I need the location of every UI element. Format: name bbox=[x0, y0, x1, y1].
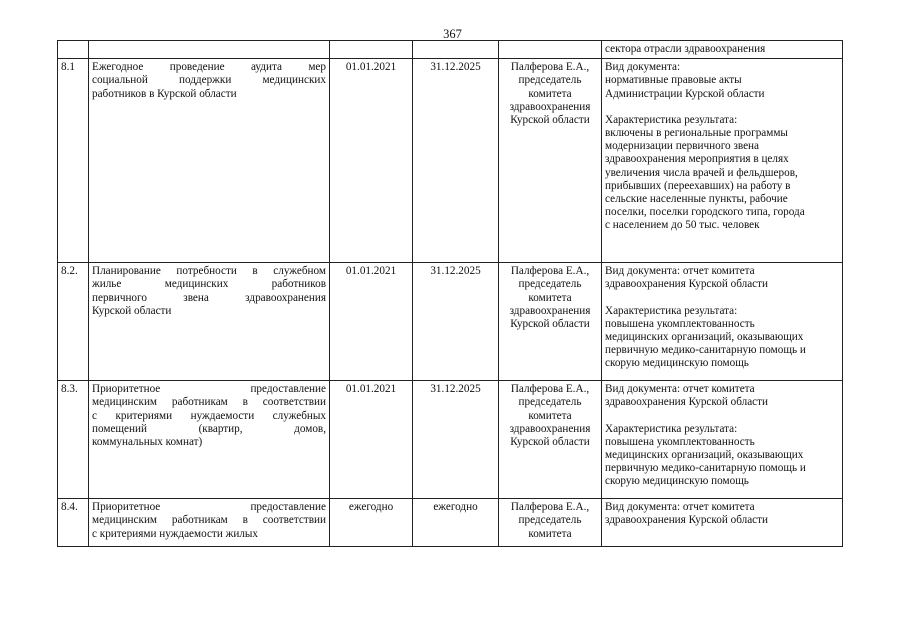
responsible-person bbox=[499, 59, 602, 263]
activity-name-line: с критериями нуждаемости служебных bbox=[92, 409, 326, 422]
document-type-line: Вид документа: bbox=[605, 61, 681, 74]
table-body bbox=[58, 59, 843, 547]
result-characteristic-line: скорую медицинскую помощь bbox=[605, 475, 749, 488]
end-date: 31.12.2025 bbox=[413, 263, 499, 381]
end-date: ежегодно bbox=[413, 499, 499, 547]
activity-name-line: Приоритетное предоставление bbox=[92, 501, 326, 514]
page-number: 367 bbox=[443, 27, 462, 41]
result-characteristic-line: повышена укомплектованность bbox=[605, 435, 755, 448]
activity-number: 8.3. bbox=[58, 381, 89, 499]
result-characteristic-line: прибывших (переехавших) на работу в bbox=[605, 179, 791, 192]
result-characteristic-line: включены в региональные программы bbox=[605, 127, 788, 140]
document-type-line: нормативные правовые акты bbox=[605, 74, 742, 87]
responsible-line: председатель bbox=[518, 74, 582, 87]
responsible-line: комитета bbox=[528, 291, 572, 304]
end-date: 31.12.2025 bbox=[413, 59, 499, 263]
table-row bbox=[58, 59, 843, 263]
responsible-line: председатель bbox=[518, 396, 582, 409]
activity-name-line: Ежегодное проведение аудита мер bbox=[92, 61, 326, 74]
result-characteristic-line: повышена укомплектованность bbox=[605, 317, 755, 330]
responsible-line: здравоохранения bbox=[509, 304, 591, 317]
responsible-line: комитета bbox=[528, 409, 572, 422]
result-characteristic-line: модернизации первичного звена bbox=[605, 140, 759, 153]
continuation-row bbox=[58, 41, 843, 59]
activity-name-line: с критериями нуждаемости жилых bbox=[92, 527, 259, 540]
document-type-line: здравоохранения Курской области bbox=[605, 278, 769, 291]
start-date: 01.01.2021 bbox=[330, 263, 413, 381]
responsible-line: Курской области bbox=[510, 114, 590, 127]
activity-name-line: Курской области bbox=[92, 304, 172, 317]
result-characteristic-line: медицинских организаций, оказывающих bbox=[605, 449, 804, 462]
activity-number: 8.4. bbox=[58, 499, 89, 547]
document-type-line: Вид документа: отчет комитета bbox=[605, 265, 755, 278]
document-type-line: Вид документа: отчет комитета bbox=[605, 501, 755, 514]
document-type-line: Вид документа: отчет комитета bbox=[605, 383, 755, 396]
expected-result bbox=[602, 499, 843, 547]
document-type-line: здравоохранения Курской области bbox=[605, 514, 769, 527]
activity-name-line: коммунальных комнат) bbox=[92, 436, 203, 449]
result-spacer bbox=[605, 410, 839, 423]
activity-number: 8.1 bbox=[58, 59, 89, 263]
responsible-line: комитета bbox=[528, 87, 572, 100]
result-characteristic-line: Характеристика результата: bbox=[605, 304, 738, 317]
table-row bbox=[58, 499, 843, 547]
document-type-line: Администрации Курской области bbox=[605, 87, 765, 100]
result-characteristic-line: медицинских организаций, оказывающих bbox=[605, 331, 804, 344]
activity-name-line: жилье медицинских работников bbox=[92, 278, 326, 291]
result-characteristic-line: с населением до 50 тыс. человек bbox=[605, 219, 760, 232]
responsible-line: здравоохранения bbox=[509, 100, 591, 113]
activity-name-line: медицинским работникам в соответствии bbox=[92, 396, 326, 409]
result-spacer bbox=[605, 292, 839, 305]
result-characteristic-line: сельские населенные пункты, рабочие bbox=[605, 193, 788, 206]
responsible-line: Курской области bbox=[510, 318, 590, 331]
activity-name bbox=[89, 263, 330, 381]
document-type-line: здравоохранения Курской области bbox=[605, 396, 769, 409]
responsible-person bbox=[499, 499, 602, 547]
activity-name bbox=[89, 499, 330, 547]
result-characteristic-line: первичную медико-санитарную помощь и bbox=[605, 462, 806, 475]
activity-name-line: помещений (квартир, домов, bbox=[92, 422, 326, 435]
expected-result bbox=[602, 59, 843, 263]
activity-name bbox=[89, 59, 330, 263]
responsible-line: комитета bbox=[528, 527, 572, 540]
activities-table bbox=[57, 40, 843, 547]
activity-name-line: социальной поддержки медицинских bbox=[92, 74, 326, 87]
result-characteristic-line: Характеристика результата: bbox=[605, 422, 738, 435]
responsible-line: Палферова Е.А., bbox=[510, 501, 590, 514]
expected-result bbox=[602, 381, 843, 499]
activity-name-line: медицинским работникам в соответствии bbox=[92, 514, 326, 527]
continuation-text: сектора отрасли здравоохранения bbox=[602, 41, 843, 59]
responsible-person bbox=[499, 263, 602, 381]
responsible-person bbox=[499, 381, 602, 499]
end-date: 31.12.2025 bbox=[413, 381, 499, 499]
table-row bbox=[58, 381, 843, 499]
result-characteristic-line: первичную медико-санитарную помощь и bbox=[605, 344, 806, 357]
responsible-line: Курской области bbox=[510, 436, 590, 449]
activity-name-line: Приоритетное предоставление bbox=[92, 383, 326, 396]
responsible-line: председатель bbox=[518, 278, 582, 291]
activity-name bbox=[89, 381, 330, 499]
start-date: 01.01.2021 bbox=[330, 59, 413, 263]
expected-result bbox=[602, 263, 843, 381]
result-characteristic-line: поселки, поселки городского типа, города bbox=[605, 206, 805, 219]
activity-name-line: работников в Курской области bbox=[92, 87, 237, 100]
responsible-line: Палферова Е.А., bbox=[510, 383, 590, 396]
activity-name-line: первичного звена здравоохранения bbox=[92, 291, 326, 304]
result-spacer bbox=[605, 101, 839, 114]
start-date: ежегодно bbox=[330, 499, 413, 547]
result-characteristic-line: увеличения числа врачей и фельдшеров, bbox=[605, 166, 798, 179]
responsible-line: Палферова Е.А., bbox=[510, 61, 590, 74]
responsible-line: здравоохранения bbox=[509, 422, 591, 435]
result-characteristic-line: скорую медицинскую помощь bbox=[605, 357, 749, 370]
start-date: 01.01.2021 bbox=[330, 381, 413, 499]
table-row bbox=[58, 263, 843, 381]
result-characteristic-line: Характеристика результата: bbox=[605, 113, 738, 126]
activity-name-line: Планирование потребности в служебном bbox=[92, 265, 326, 278]
activity-number: 8.2. bbox=[58, 263, 89, 381]
responsible-line: Палферова Е.А., bbox=[510, 265, 590, 278]
responsible-line: председатель bbox=[518, 514, 582, 527]
result-characteristic-line: здравоохранения мероприятия в целях bbox=[605, 153, 789, 166]
